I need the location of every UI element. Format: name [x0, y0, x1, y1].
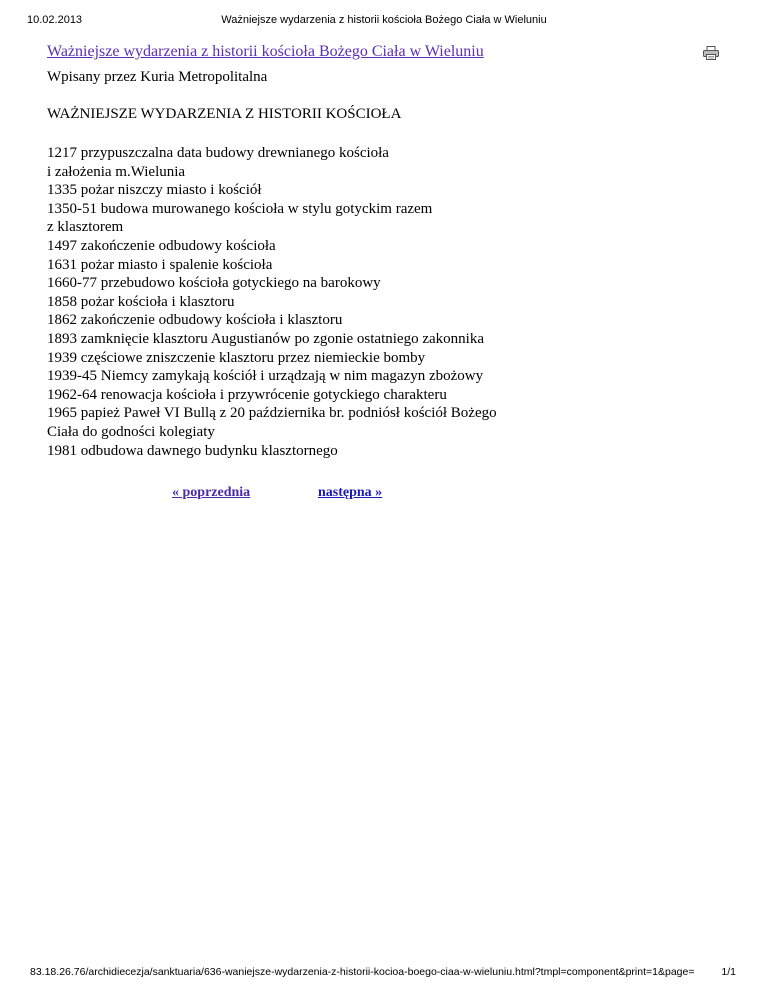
timeline-line: 1939-45 Niemcy zamykają kościół i urządzają w nim magazyn zbożowy: [47, 368, 484, 385]
previous-link[interactable]: « poprzednia: [172, 485, 251, 500]
print-date: 10.02.2013: [27, 14, 83, 26]
page-number: 1/1: [721, 966, 736, 978]
pagination: [0, 485, 768, 505]
timeline-line: 1335 pożar niszczy miasto i kościół: [47, 182, 262, 199]
timeline-line: 1862 zakończenie odbudowy kościoła i klasztoru: [47, 312, 343, 329]
timeline-line: i założenia m.Wielunia: [47, 163, 186, 180]
next-link[interactable]: następna »: [318, 485, 383, 500]
timeline-line: 1939 częściowe zniszczenie klasztoru przez niemieckie bomby: [47, 349, 426, 366]
section-heading: WAŻNIEJSZE WYDARZENIA Z HISTORII KOŚCIOŁA: [47, 106, 402, 122]
print-footer: [0, 966, 768, 982]
print-header: [0, 14, 768, 30]
printer-icon[interactable]: [703, 46, 719, 60]
print-page-title: Ważniejsze wydarzenia z historii kościoła Bożego Ciała w Wieluniu: [221, 14, 547, 26]
timeline: [47, 144, 697, 460]
timeline-line: 1350-51 budowa murowanego kościoła w stylu gotyckim razem: [47, 200, 433, 217]
timeline-line: 1981 odbudowa dawnego budynku klasztornego: [47, 442, 338, 459]
timeline-line: z klasztorem: [47, 219, 124, 236]
timeline-line: 1631 pożar miasto i spalenie kościoła: [47, 256, 273, 273]
timeline-line: 1660-77 przebudowo kościoła gotyckiego na barokowy: [47, 275, 381, 292]
timeline-line: Ciała do godności kolegiaty: [47, 423, 215, 440]
article-author: Wpisany przez Kuria Metropolitalna: [47, 69, 268, 85]
timeline-line: 1962-64 renowacja kościoła i przywrócenie gotyckiego charakteru: [47, 386, 447, 403]
article-title-link[interactable]: Ważniejsze wydarzenia z historii kościoła Bożego Ciała w Wieluniu: [47, 43, 484, 60]
print-url: 83.18.26.76/archidiecezja/sanktuaria/636-waniejsze-wydarzenia-z-historii-kocioa-boego-ciaa-w-wieluniu.html?tmpl=component&print=1&page=: [30, 966, 695, 978]
timeline-line: 1893 zamknięcie klasztoru Augustianów po zgonie ostatniego zakonnika: [47, 330, 484, 347]
timeline-line: 1858 pożar kościoła i klasztoru: [47, 293, 235, 310]
article: [47, 42, 697, 460]
timeline-line: 1965 papież Paweł VI Bullą z 20 października br. podniósł kościół Bożego: [47, 405, 497, 422]
timeline-line: 1217 przypuszczalna data budowy drewnianego kościoła: [47, 145, 389, 161]
timeline-line: 1497 zakończenie odbudowy kościoła: [47, 237, 276, 254]
